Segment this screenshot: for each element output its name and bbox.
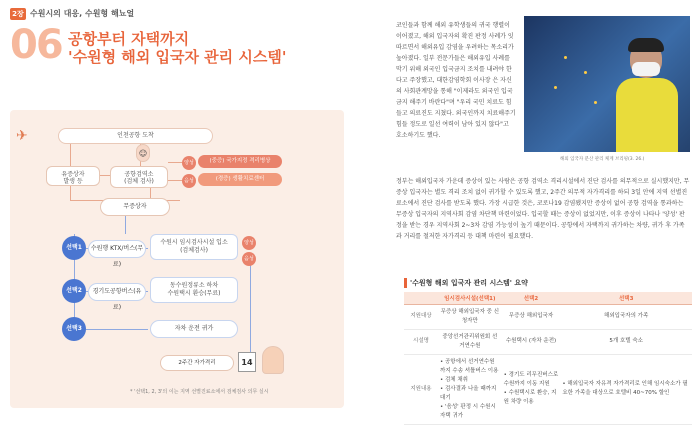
option1-negative-badge: 음성 (242, 252, 256, 266)
connector-line (250, 258, 251, 354)
option1-center-box: 수원시 임시검사시설 입소 (검체검사) (150, 234, 238, 260)
section-number: 06 (10, 22, 62, 68)
table-header: 임시검사시설(선택1) (438, 292, 502, 304)
option3-center-box: 자차 운전 귀가 (150, 320, 238, 338)
table-cell: 지원대상 (404, 304, 438, 329)
photo-caption: 해외 입국자 분산 관리 체계 브리핑(3. 26.) (560, 157, 645, 162)
hospital-box: (중증) 국가지정 격리병상 (198, 155, 282, 168)
table-cell: 해외입국자의 가족 (560, 304, 692, 329)
table-cell: 수원택시 (자차 운전) (502, 329, 561, 354)
person-icon (262, 346, 284, 374)
table-row (404, 329, 692, 354)
option1-positive-badge: 양성 (242, 236, 256, 250)
option2-box: 경기도공항버스(유료) (88, 283, 146, 301)
body-paragraph: 정부는 해외입국자 가운데 증상이 있는 사람은 공항 검역소 격리시설에서 진단 검사를 의무적으로 실시했지만, 무증상 입국자는 별도 격리 조치 없이 귀가할 수 있도록 했고, 2주간 의무적 자가격리를 하되 3일 안에 지역 선별진료소에서 진단 검사를 받도록 했다. 가장 시급한 것은, 코로나19 감염됐지만 증상이 없어 공항 검역을 통과하는 무증상 입국자의 지역사회 감염 차단책 마련이었다. 입국할 때는 증상이 없었지만, 이후 증상이 나타나 '양성' 판정을 받는 경우 지역사회 2~3차 감염 가능성이 높기 때문이다. 공항에서 자택까지 귀가하는 차량, 귀가 후 가족과 거리를 철저한 자가격리 등 대책 마련이 필요했다. (396, 178, 690, 240)
table-cell: 5개 호텔 숙소 (560, 329, 692, 354)
chapter-title: 수원시의 대응, 수원형 해뇨얼 (30, 9, 135, 18)
table-cell: • 경기도 리무진버스로 수원까지 이동 지원 • 수원택시로 환승, 지원 차량 이용 (502, 354, 561, 424)
option3-pill: 선택3 (62, 317, 86, 341)
positive-badge: 양성 (182, 156, 196, 170)
symptomatic-box: 유증상자 발생 등 (46, 166, 100, 186)
table-header (404, 292, 438, 304)
table-cell: • 해외입국자 자유격 자가격리로 인해 임시숙소가 필요한 가족을 대상으로 호텔비 40~70% 할인 (560, 354, 692, 424)
diagram-footnote: * '선택1, 2, 3'의 이는 지역 선별진료소에서 검체검사 의무 실시 (130, 389, 269, 395)
airplane-icon: ✈ (16, 128, 28, 144)
option2-pill: 선택2 (62, 279, 86, 303)
negative-badge: 음성 (182, 174, 196, 188)
connector-line (70, 186, 71, 200)
chapter-badge: 2장 (10, 8, 26, 20)
quarantine-box: 공항검역소 (검체 검사) (110, 166, 168, 188)
airport-arrival: 인천공항 도착 (58, 128, 213, 144)
table-cell: 무증상 해외입국자 중 신청자만 (438, 304, 502, 329)
column-text: 코인들과 함께 해외 유학생들의 귀국 행렬이 이어졌고, 해외 입국자의 확진 판정 사례가 잇따르면서 해외유입 감염을 우려하는 목소리가 높아졌다. 일부 전문가들은 해외유입 사례를 막기 위해 외국인 입국금지 조치를 내려야 한다고 주장했고, 대한감염학회 이사장 은 자신의 사회관계망을 통해 "이제라도 외국인 입국금지 해주기 바란다"며 "우리 국민 치료도 힘들고 의료진도 지쳤다. 외국인까지 치료해주기 힘들 정도로 일선 여력이 남아 있지 않다"고 호소하기도 했다. (396, 22, 516, 139)
section-title-line2: '수원형 해외 입국자 관리 시스템' (68, 48, 287, 66)
self-isolation-box: 2주간 자가격리 (160, 355, 234, 371)
table-cell: 지원내용 (404, 354, 438, 424)
table-cell: 무증상 해외입국자 (502, 304, 561, 329)
table-cell: 시설명 (404, 329, 438, 354)
connector-line (86, 329, 148, 330)
table-header: 선택2 (502, 292, 561, 304)
table-cell: • 공항에서 선거연수원까지 수송 셔틀버스 이용 • 검체 채취 • 검사결과 나올 때까지 대기 • '음성' 판정 시 수원시 자택 귀가 (438, 354, 502, 424)
asymptomatic-box: 무증상자 (100, 198, 170, 216)
treatment-center-box: (경증) 생활치료센터 (198, 173, 282, 186)
map-dot (584, 71, 587, 74)
worker-icon: ☺ (136, 144, 150, 162)
summary-table (404, 292, 692, 425)
option1-box: 수원행 KTX/버스(무료) (88, 240, 146, 258)
table-row (404, 354, 692, 424)
briefing-photo (524, 16, 690, 152)
speaker-figure (616, 38, 678, 152)
section-title-line1: 공항부터 자택까지 (68, 30, 190, 48)
table-title-accent (404, 278, 407, 288)
table-title: '수원형 해외 입국자 관리 시스템' 요약 (410, 279, 528, 287)
map-dot (564, 56, 567, 59)
option2-center-box: 동수원정류소 하차 수원택시 환승(무료) (150, 277, 238, 303)
table-header-row (404, 292, 692, 304)
option1-pill: 선택1 (62, 236, 86, 260)
map-dot (554, 86, 557, 89)
calendar-icon: 14 (238, 352, 256, 372)
connector-line (70, 144, 71, 166)
table-header: 선택3 (560, 292, 692, 304)
table-row (404, 304, 692, 329)
table-cell: 중앙선거관리위원회 선거연수원 (438, 329, 502, 354)
map-dot (594, 101, 597, 104)
